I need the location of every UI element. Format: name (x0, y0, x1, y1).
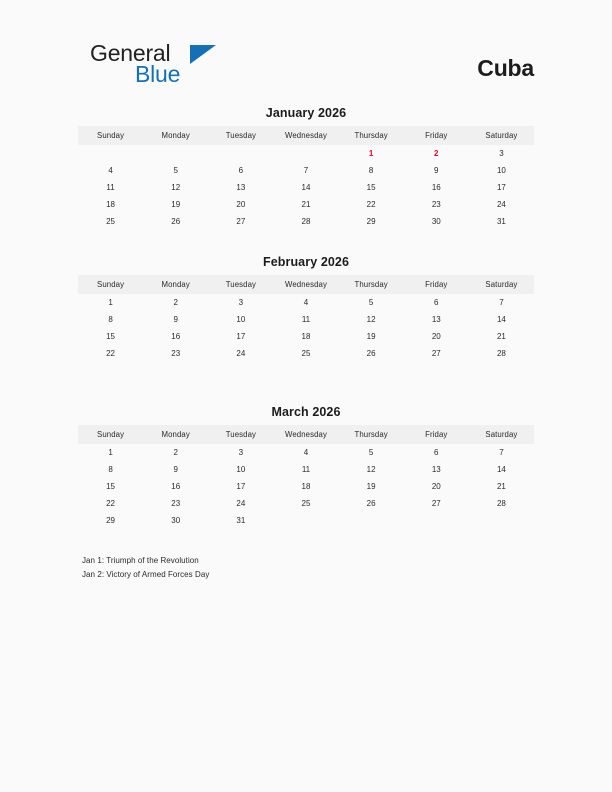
day-cell[interactable]: 23 (431, 200, 441, 209)
day-cell[interactable]: 9 (434, 166, 439, 175)
day-cell[interactable]: 31 (236, 516, 246, 525)
day-cell[interactable]: 25 (301, 499, 311, 508)
day-cell[interactable]: 7 (499, 448, 504, 457)
day-cell[interactable]: 4 (108, 166, 113, 175)
table-row (78, 444, 534, 461)
day-cell-empty (208, 145, 273, 162)
table-row (78, 213, 534, 230)
table-row (78, 495, 534, 512)
day-cell[interactable]: 15 (106, 482, 116, 491)
table-row (78, 512, 534, 529)
weekday-header-friday: Friday (404, 126, 469, 145)
day-cell[interactable]: 19 (366, 482, 376, 491)
day-cell[interactable]: 5 (368, 298, 374, 307)
day-cell[interactable]: 12 (366, 465, 376, 474)
weekday-header-thursday: Thursday (339, 275, 404, 294)
table-row (78, 294, 534, 311)
day-cell[interactable]: 12 (366, 315, 376, 324)
month-body (78, 444, 534, 529)
day-cell[interactable]: 4 (303, 298, 309, 307)
day-cell[interactable]: 28 (496, 499, 506, 508)
day-cell[interactable]: 24 (236, 499, 246, 508)
day-cell[interactable]: 2 (173, 448, 178, 457)
weekday-header-row (78, 275, 534, 294)
holiday-note: Jan 1: Triumph of the Revolution (82, 556, 199, 565)
day-cell[interactable]: 15 (366, 183, 376, 192)
day-cell[interactable]: 5 (173, 166, 178, 175)
day-cell[interactable]: 5 (368, 448, 374, 457)
day-cell[interactable]: 11 (301, 315, 311, 324)
weekday-header-saturday: Saturday (469, 275, 534, 294)
weekday-header-friday: Friday (404, 425, 469, 444)
day-cell[interactable]: 16 (431, 183, 441, 192)
table-row (78, 328, 534, 345)
weekday-header-saturday: Saturday (469, 126, 534, 145)
day-cell[interactable]: 28 (301, 217, 311, 226)
day-cell[interactable]: 13 (236, 183, 246, 192)
month-block-january (78, 106, 534, 230)
month-title: January 2026 (265, 106, 347, 120)
table-row (78, 478, 534, 495)
day-cell[interactable]: 10 (236, 465, 246, 474)
weekday-header-monday: Monday (143, 275, 208, 294)
day-cell[interactable]: 6 (434, 298, 439, 307)
day-cell[interactable]: 6 (434, 448, 439, 457)
logo-text-general: General (90, 40, 171, 66)
day-cell-empty (339, 512, 404, 529)
day-cell[interactable]: 16 (171, 482, 181, 491)
day-cell[interactable]: 8 (108, 315, 113, 324)
day-cell-holiday[interactable]: 1 (368, 149, 374, 158)
holiday-notes (82, 554, 482, 581)
weekday-header-sunday: Sunday (78, 425, 143, 444)
day-cell[interactable]: 31 (496, 217, 506, 226)
day-cell[interactable]: 8 (108, 465, 113, 474)
day-cell[interactable]: 6 (238, 166, 244, 175)
day-cell[interactable]: 7 (499, 298, 504, 307)
weekday-header-tuesday: Tuesday (208, 425, 273, 444)
day-cell[interactable]: 4 (303, 448, 309, 457)
day-cell[interactable]: 11 (301, 465, 311, 474)
day-cell[interactable]: 10 (236, 315, 246, 324)
day-cell[interactable]: 13 (431, 315, 441, 324)
day-cell[interactable]: 20 (431, 332, 441, 341)
day-cell[interactable]: 12 (171, 183, 181, 192)
day-cell[interactable]: 27 (236, 217, 246, 226)
weekday-header-sunday: Sunday (78, 126, 143, 145)
day-cell[interactable]: 11 (106, 183, 115, 192)
day-cell[interactable]: 9 (173, 465, 178, 474)
day-cell[interactable]: 24 (236, 349, 246, 358)
day-cell-empty (273, 145, 338, 162)
day-cell[interactable]: 27 (431, 349, 441, 358)
day-cell[interactable]: 19 (366, 332, 376, 341)
blue-triangle-icon (190, 45, 216, 64)
page-header (78, 40, 534, 96)
table-row (78, 275, 534, 294)
month-grid (78, 275, 534, 362)
day-cell[interactable]: 23 (171, 499, 181, 508)
day-cell[interactable]: 18 (106, 200, 116, 209)
table-row (78, 126, 534, 145)
day-cell[interactable]: 18 (301, 332, 311, 341)
month-grid (78, 425, 534, 529)
day-cell[interactable]: 21 (496, 482, 506, 491)
weekday-header-wednesday: Wednesday (273, 275, 338, 294)
day-cell[interactable]: 21 (301, 200, 311, 209)
weekday-header-monday: Monday (143, 425, 208, 444)
day-cell[interactable]: 1 (108, 448, 113, 457)
weekday-header-thursday: Thursday (339, 425, 404, 444)
month-block-february (78, 255, 534, 362)
day-cell[interactable]: 28 (496, 349, 506, 358)
weekday-header-wednesday: Wednesday (273, 425, 338, 444)
day-cell[interactable]: 24 (496, 200, 506, 209)
day-cell[interactable]: 17 (496, 183, 506, 192)
day-cell[interactable]: 26 (366, 499, 376, 508)
weekday-header-wednesday: Wednesday (273, 126, 338, 145)
day-cell[interactable]: 3 (238, 448, 244, 457)
day-cell[interactable]: 17 (236, 482, 246, 491)
weekday-header-row (78, 425, 534, 444)
table-row (78, 179, 534, 196)
holiday-note: Jan 2: Victory of Armed Forces Day (82, 569, 210, 579)
day-cell[interactable]: 3 (238, 298, 244, 307)
day-cell[interactable]: 26 (171, 217, 181, 226)
day-cell[interactable]: 16 (171, 332, 181, 341)
day-cell-empty (273, 512, 338, 529)
table-row (78, 311, 534, 328)
logo-text-blue: Blue (135, 61, 181, 87)
day-cell[interactable]: 25 (106, 217, 116, 226)
day-cell[interactable]: 1 (108, 298, 113, 307)
day-cell[interactable]: 15 (106, 332, 116, 341)
day-cell[interactable]: 3 (499, 149, 504, 158)
day-cell[interactable]: 13 (431, 465, 441, 474)
day-cell[interactable]: 19 (171, 200, 181, 209)
day-cell-empty (469, 512, 534, 529)
day-cell[interactable]: 14 (496, 315, 506, 324)
table-row (78, 145, 534, 162)
weekday-header-row (78, 126, 534, 145)
day-cell[interactable]: 18 (301, 482, 311, 491)
day-cell[interactable]: 2 (173, 298, 178, 307)
day-cell[interactable]: 14 (301, 183, 311, 192)
table-row (78, 196, 534, 213)
month-grid (78, 126, 534, 230)
weekday-header-tuesday: Tuesday (208, 275, 273, 294)
table-row (78, 345, 534, 362)
day-cell-holiday[interactable]: 2 (434, 149, 439, 158)
weekday-header-friday: Friday (404, 275, 469, 294)
day-cell[interactable]: 22 (366, 200, 376, 209)
month-title: February 2026 (262, 255, 350, 269)
day-cell[interactable]: 20 (431, 482, 441, 491)
weekday-header-sunday: Sunday (78, 275, 143, 294)
day-cell-empty (143, 145, 208, 162)
day-cell[interactable]: 22 (106, 349, 116, 358)
day-cell[interactable]: 23 (171, 349, 181, 358)
month-body (78, 294, 534, 362)
day-cell[interactable]: 29 (106, 516, 116, 525)
day-cell[interactable]: 22 (106, 499, 116, 508)
day-cell[interactable]: 10 (496, 166, 506, 175)
table-row (78, 461, 534, 478)
table-row (78, 425, 534, 444)
day-cell[interactable]: 29 (366, 217, 376, 226)
weekday-header-thursday: Thursday (339, 126, 404, 145)
day-cell[interactable]: 8 (368, 166, 374, 175)
day-cell[interactable]: 20 (236, 200, 246, 209)
day-cell[interactable]: 30 (171, 516, 181, 525)
day-cell[interactable]: 17 (236, 332, 246, 341)
weekday-header-saturday: Saturday (469, 425, 534, 444)
day-cell-empty (78, 145, 143, 162)
month-title: March 2026 (271, 405, 341, 419)
general-blue-logo (90, 40, 300, 92)
day-cell[interactable]: 9 (173, 315, 178, 324)
month-block-march (78, 405, 534, 529)
day-cell-empty (404, 512, 469, 529)
weekday-header-monday: Monday (143, 126, 208, 145)
weekday-header-tuesday: Tuesday (208, 126, 273, 145)
day-cell[interactable]: 27 (431, 499, 441, 508)
day-cell[interactable]: 25 (301, 349, 311, 358)
day-cell[interactable]: 21 (496, 332, 506, 341)
day-cell[interactable]: 30 (431, 217, 441, 226)
day-cell[interactable]: 14 (496, 465, 506, 474)
month-body (78, 145, 534, 230)
day-cell[interactable]: 7 (303, 166, 309, 175)
day-cell[interactable]: 26 (366, 349, 376, 358)
table-row (78, 162, 534, 179)
page-title: Cuba (477, 55, 534, 81)
